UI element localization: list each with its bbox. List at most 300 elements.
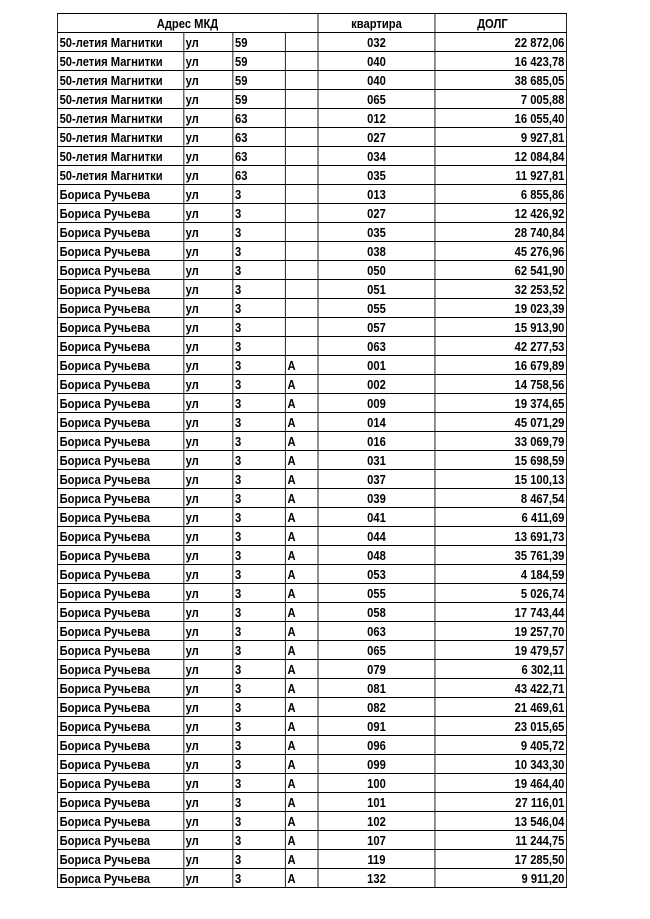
house-number-cell: 3 — [233, 508, 286, 527]
street-type-cell: ул — [183, 565, 232, 584]
street-type-cell: ул — [183, 793, 232, 812]
table-row — [57, 223, 566, 242]
korpus-cell: А — [285, 432, 317, 451]
table-row — [57, 489, 566, 508]
street-cell: 50-летия Магнитки — [57, 90, 183, 109]
street-type-cell: ул — [183, 603, 232, 622]
apartment-cell: 012 — [318, 109, 436, 128]
house-number-cell: 3 — [233, 299, 286, 318]
house-number-cell: 3 — [233, 470, 286, 489]
house-number-cell: 63 — [233, 109, 286, 128]
table-row — [57, 71, 566, 90]
street-type-cell: ул — [183, 736, 232, 755]
apartment-cell: 081 — [318, 679, 436, 698]
street-cell: 50-летия Магнитки — [57, 109, 183, 128]
street-cell: Бориса Ручьева — [57, 318, 183, 337]
table-row — [57, 470, 566, 489]
table-row — [57, 185, 566, 204]
apartment-cell: 065 — [318, 90, 436, 109]
korpus-cell — [285, 337, 317, 356]
korpus-cell — [285, 71, 317, 90]
apartment-cell: 035 — [318, 223, 436, 242]
street-cell: Бориса Ручьева — [57, 793, 183, 812]
house-number-cell: 59 — [233, 90, 286, 109]
street-cell: Бориса Ручьева — [57, 584, 183, 603]
debt-amount-cell: 13 691,73 — [435, 527, 566, 546]
apartment-cell: 041 — [318, 508, 436, 527]
debt-amount-cell: 9 911,20 — [435, 869, 566, 888]
street-type-cell: ул — [183, 489, 232, 508]
street-type-cell: ул — [183, 432, 232, 451]
korpus-cell: А — [285, 527, 317, 546]
street-cell: Бориса Ручьева — [57, 375, 183, 394]
table-row — [57, 432, 566, 451]
street-type-cell: ул — [183, 166, 232, 185]
street-type-cell: ул — [183, 527, 232, 546]
house-number-cell: 3 — [233, 812, 286, 831]
table-row — [57, 337, 566, 356]
street-type-cell: ул — [183, 242, 232, 261]
house-number-cell: 3 — [233, 736, 286, 755]
debt-amount-cell: 62 541,90 — [435, 261, 566, 280]
street-type-cell: ул — [183, 584, 232, 603]
street-type-cell: ул — [183, 546, 232, 565]
debt-amount-cell: 42 277,53 — [435, 337, 566, 356]
table-row — [57, 128, 566, 147]
table-row — [57, 394, 566, 413]
house-number-cell: 3 — [233, 185, 286, 204]
street-cell: Бориса Ручьева — [57, 261, 183, 280]
apartment-cell: 048 — [318, 546, 436, 565]
table-row — [57, 375, 566, 394]
korpus-cell — [285, 147, 317, 166]
debt-amount-cell: 23 015,65 — [435, 717, 566, 736]
apartment-cell: 002 — [318, 375, 436, 394]
table-row — [57, 698, 566, 717]
debt-amount-cell: 45 276,96 — [435, 242, 566, 261]
debt-amount-cell: 38 685,05 — [435, 71, 566, 90]
house-number-cell: 59 — [233, 52, 286, 71]
street-cell: Бориса Ручьева — [57, 185, 183, 204]
korpus-cell: А — [285, 660, 317, 679]
street-type-cell: ул — [183, 774, 232, 793]
house-number-cell: 3 — [233, 204, 286, 223]
street-cell: 50-летия Магнитки — [57, 147, 183, 166]
debt-amount-cell: 12 426,92 — [435, 204, 566, 223]
house-number-cell: 3 — [233, 223, 286, 242]
street-type-cell: ул — [183, 261, 232, 280]
korpus-cell — [285, 318, 317, 337]
street-cell: 50-летия Магнитки — [57, 33, 183, 52]
street-cell: Бориса Ручьева — [57, 660, 183, 679]
debt-amount-cell: 19 374,65 — [435, 394, 566, 413]
street-cell: Бориса Ручьева — [57, 508, 183, 527]
korpus-cell: А — [285, 489, 317, 508]
debt-amount-cell: 28 740,84 — [435, 223, 566, 242]
apartment-cell: 009 — [318, 394, 436, 413]
street-type-cell: ул — [183, 128, 232, 147]
street-cell: Бориса Ручьева — [57, 774, 183, 793]
street-type-cell: ул — [183, 413, 232, 432]
debt-amount-cell: 11 244,75 — [435, 831, 566, 850]
korpus-cell: А — [285, 546, 317, 565]
apartment-cell: 107 — [318, 831, 436, 850]
house-number-cell: 3 — [233, 546, 286, 565]
apartment-cell: 035 — [318, 166, 436, 185]
debt-amount-cell: 15 100,13 — [435, 470, 566, 489]
apartment-cell: 055 — [318, 299, 436, 318]
street-type-cell: ул — [183, 185, 232, 204]
apartment-cell: 044 — [318, 527, 436, 546]
street-cell: Бориса Ручьева — [57, 299, 183, 318]
korpus-cell — [285, 52, 317, 71]
street-type-cell: ул — [183, 679, 232, 698]
apartment-cell: 091 — [318, 717, 436, 736]
house-number-cell: 59 — [233, 71, 286, 90]
street-cell: Бориса Ручьева — [57, 641, 183, 660]
street-cell: Бориса Ручьева — [57, 204, 183, 223]
house-number-cell: 3 — [233, 850, 286, 869]
korpus-cell: А — [285, 755, 317, 774]
table-row — [57, 166, 566, 185]
apartment-cell: 100 — [318, 774, 436, 793]
table-row — [57, 736, 566, 755]
house-number-cell: 59 — [233, 33, 286, 52]
korpus-cell: А — [285, 413, 317, 432]
street-type-cell: ул — [183, 299, 232, 318]
street-cell: Бориса Ручьева — [57, 831, 183, 850]
korpus-cell: А — [285, 698, 317, 717]
debt-amount-cell: 12 084,84 — [435, 147, 566, 166]
street-cell: 50-летия Магнитки — [57, 71, 183, 90]
street-type-cell: ул — [183, 375, 232, 394]
debt-amount-cell: 17 285,50 — [435, 850, 566, 869]
korpus-cell: А — [285, 565, 317, 584]
debt-amount-cell: 9 405,72 — [435, 736, 566, 755]
table-row — [57, 831, 566, 850]
table-row — [57, 869, 566, 888]
street-type-cell: ул — [183, 71, 232, 90]
apartment-cell: 039 — [318, 489, 436, 508]
street-type-cell: ул — [183, 318, 232, 337]
table-row — [57, 52, 566, 71]
street-type-cell: ул — [183, 147, 232, 166]
table-row — [57, 280, 566, 299]
street-type-cell: ул — [183, 204, 232, 223]
debt-amount-cell: 11 927,81 — [435, 166, 566, 185]
table-row — [57, 584, 566, 603]
street-cell: Бориса Ручьева — [57, 755, 183, 774]
debt-amount-cell: 5 026,74 — [435, 584, 566, 603]
table-row — [57, 299, 566, 318]
street-cell: Бориса Ручьева — [57, 622, 183, 641]
apartment-cell: 027 — [318, 204, 436, 223]
street-type-cell: ул — [183, 337, 232, 356]
korpus-cell — [285, 223, 317, 242]
street-cell: Бориса Ручьева — [57, 603, 183, 622]
debt-table — [57, 13, 567, 888]
house-number-cell: 3 — [233, 489, 286, 508]
debt-amount-cell: 19 464,40 — [435, 774, 566, 793]
house-number-cell: 3 — [233, 622, 286, 641]
house-number-cell: 3 — [233, 793, 286, 812]
table-row — [57, 850, 566, 869]
apartment-cell: 055 — [318, 584, 436, 603]
debt-amount-cell: 35 761,39 — [435, 546, 566, 565]
table-row — [57, 603, 566, 622]
house-number-cell: 3 — [233, 565, 286, 584]
apartment-cell: 050 — [318, 261, 436, 280]
debt-amount-cell: 6 411,69 — [435, 508, 566, 527]
korpus-cell: А — [285, 793, 317, 812]
house-number-cell: 3 — [233, 603, 286, 622]
house-number-cell: 3 — [233, 451, 286, 470]
street-cell: Бориса Ручьева — [57, 679, 183, 698]
street-cell: Бориса Ручьева — [57, 432, 183, 451]
table-row — [57, 679, 566, 698]
apartment-cell: 096 — [318, 736, 436, 755]
korpus-cell: А — [285, 869, 317, 888]
street-cell: Бориса Ручьева — [57, 850, 183, 869]
korpus-cell: А — [285, 679, 317, 698]
korpus-cell: А — [285, 470, 317, 489]
header-debt: ДОЛГ — [435, 14, 566, 33]
korpus-cell — [285, 299, 317, 318]
table-row — [57, 755, 566, 774]
street-type-cell: ул — [183, 451, 232, 470]
house-number-cell: 3 — [233, 774, 286, 793]
street-type-cell: ул — [183, 812, 232, 831]
street-cell: Бориса Ручьева — [57, 470, 183, 489]
house-number-cell: 3 — [233, 660, 286, 679]
apartment-cell: 063 — [318, 622, 436, 641]
street-cell: Бориса Ручьева — [57, 337, 183, 356]
street-type-cell: ул — [183, 869, 232, 888]
house-number-cell: 3 — [233, 337, 286, 356]
debt-amount-cell: 45 071,29 — [435, 413, 566, 432]
debt-amount-cell: 19 023,39 — [435, 299, 566, 318]
apartment-cell: 031 — [318, 451, 436, 470]
street-cell: Бориса Ручьева — [57, 527, 183, 546]
debt-amount-cell: 8 467,54 — [435, 489, 566, 508]
apartment-cell: 014 — [318, 413, 436, 432]
street-cell: Бориса Ручьева — [57, 869, 183, 888]
apartment-cell: 013 — [318, 185, 436, 204]
debt-amount-cell: 17 743,44 — [435, 603, 566, 622]
korpus-cell: А — [285, 375, 317, 394]
house-number-cell: 3 — [233, 432, 286, 451]
street-cell: Бориса Ручьева — [57, 489, 183, 508]
korpus-cell — [285, 109, 317, 128]
street-cell: Бориса Ручьева — [57, 451, 183, 470]
street-type-cell: ул — [183, 33, 232, 52]
table-row — [57, 641, 566, 660]
street-type-cell: ул — [183, 470, 232, 489]
street-type-cell: ул — [183, 622, 232, 641]
debt-amount-cell: 32 253,52 — [435, 280, 566, 299]
apartment-cell: 038 — [318, 242, 436, 261]
house-number-cell: 3 — [233, 717, 286, 736]
house-number-cell: 63 — [233, 147, 286, 166]
house-number-cell: 3 — [233, 698, 286, 717]
street-cell: Бориса Ручьева — [57, 242, 183, 261]
street-type-cell: ул — [183, 109, 232, 128]
apartment-cell: 119 — [318, 850, 436, 869]
korpus-cell: А — [285, 774, 317, 793]
table-row — [57, 147, 566, 166]
apartment-cell: 037 — [318, 470, 436, 489]
apartment-cell: 099 — [318, 755, 436, 774]
street-type-cell: ул — [183, 508, 232, 527]
street-type-cell: ул — [183, 394, 232, 413]
table-row — [57, 90, 566, 109]
table-row — [57, 204, 566, 223]
street-type-cell: ул — [183, 698, 232, 717]
korpus-cell — [285, 242, 317, 261]
street-type-cell: ул — [183, 223, 232, 242]
debt-amount-cell: 19 257,70 — [435, 622, 566, 641]
street-cell: Бориса Ручьева — [57, 223, 183, 242]
table-row — [57, 318, 566, 337]
street-type-cell: ул — [183, 850, 232, 869]
header-address: Адрес МКД — [57, 14, 317, 33]
debt-amount-cell: 16 679,89 — [435, 356, 566, 375]
apartment-cell: 051 — [318, 280, 436, 299]
house-number-cell: 3 — [233, 356, 286, 375]
street-type-cell: ул — [183, 280, 232, 299]
table-row — [57, 109, 566, 128]
street-cell: 50-летия Магнитки — [57, 128, 183, 147]
debt-amount-cell: 7 005,88 — [435, 90, 566, 109]
street-cell: Бориса Ручьева — [57, 717, 183, 736]
apartment-cell: 082 — [318, 698, 436, 717]
house-number-cell: 3 — [233, 755, 286, 774]
apartment-cell: 032 — [318, 33, 436, 52]
debt-amount-cell: 27 116,01 — [435, 793, 566, 812]
korpus-cell: А — [285, 641, 317, 660]
table-row — [57, 242, 566, 261]
debt-amount-cell: 6 302,11 — [435, 660, 566, 679]
house-number-cell: 3 — [233, 394, 286, 413]
debt-amount-cell: 15 913,90 — [435, 318, 566, 337]
korpus-cell: А — [285, 584, 317, 603]
korpus-cell: А — [285, 717, 317, 736]
debt-amount-cell: 16 423,78 — [435, 52, 566, 71]
apartment-cell: 001 — [318, 356, 436, 375]
street-type-cell: ул — [183, 755, 232, 774]
house-number-cell: 3 — [233, 375, 286, 394]
debt-amount-cell: 21 469,61 — [435, 698, 566, 717]
table-row — [57, 565, 566, 584]
korpus-cell — [285, 185, 317, 204]
korpus-cell — [285, 166, 317, 185]
house-number-cell: 3 — [233, 413, 286, 432]
table-row — [57, 660, 566, 679]
korpus-cell: А — [285, 451, 317, 470]
korpus-cell: А — [285, 603, 317, 622]
apartment-cell: 101 — [318, 793, 436, 812]
debt-amount-cell: 16 055,40 — [435, 109, 566, 128]
street-type-cell: ул — [183, 660, 232, 679]
house-number-cell: 3 — [233, 869, 286, 888]
korpus-cell — [285, 128, 317, 147]
korpus-cell: А — [285, 736, 317, 755]
house-number-cell: 3 — [233, 679, 286, 698]
korpus-cell: А — [285, 622, 317, 641]
apartment-cell: 057 — [318, 318, 436, 337]
korpus-cell: А — [285, 394, 317, 413]
debt-amount-cell: 9 927,81 — [435, 128, 566, 147]
table-row — [57, 413, 566, 432]
street-type-cell: ул — [183, 831, 232, 850]
apartment-cell: 065 — [318, 641, 436, 660]
street-cell: 50-летия Магнитки — [57, 52, 183, 71]
street-type-cell: ул — [183, 356, 232, 375]
korpus-cell: А — [285, 356, 317, 375]
table-row — [57, 451, 566, 470]
korpus-cell — [285, 90, 317, 109]
table-row — [57, 261, 566, 280]
debt-amount-cell: 10 343,30 — [435, 755, 566, 774]
debt-amount-cell: 43 422,71 — [435, 679, 566, 698]
street-cell: Бориса Ручьева — [57, 413, 183, 432]
debt-amount-cell: 4 184,59 — [435, 565, 566, 584]
debt-amount-cell: 22 872,06 — [435, 33, 566, 52]
korpus-cell: А — [285, 850, 317, 869]
table-row — [57, 356, 566, 375]
house-number-cell: 3 — [233, 318, 286, 337]
debt-amount-cell: 13 546,04 — [435, 812, 566, 831]
street-cell: Бориса Ручьева — [57, 565, 183, 584]
table-row — [57, 717, 566, 736]
table-row — [57, 774, 566, 793]
header-row — [57, 14, 566, 33]
korpus-cell — [285, 261, 317, 280]
apartment-cell: 053 — [318, 565, 436, 584]
apartment-cell: 063 — [318, 337, 436, 356]
korpus-cell: А — [285, 508, 317, 527]
korpus-cell — [285, 280, 317, 299]
apartment-cell: 040 — [318, 52, 436, 71]
korpus-cell: А — [285, 812, 317, 831]
debt-amount-cell: 19 479,57 — [435, 641, 566, 660]
house-number-cell: 63 — [233, 166, 286, 185]
street-cell: Бориса Ручьева — [57, 280, 183, 299]
table-row — [57, 546, 566, 565]
street-type-cell: ул — [183, 90, 232, 109]
debt-amount-cell: 6 855,86 — [435, 185, 566, 204]
house-number-cell: 3 — [233, 261, 286, 280]
house-number-cell: 3 — [233, 527, 286, 546]
house-number-cell: 3 — [233, 584, 286, 603]
house-number-cell: 3 — [233, 831, 286, 850]
street-cell: Бориса Ручьева — [57, 356, 183, 375]
house-number-cell: 3 — [233, 280, 286, 299]
table-row — [57, 508, 566, 527]
debt-amount-cell: 14 758,56 — [435, 375, 566, 394]
street-type-cell: ул — [183, 52, 232, 71]
apartment-cell: 016 — [318, 432, 436, 451]
house-number-cell: 63 — [233, 128, 286, 147]
table-row — [57, 527, 566, 546]
korpus-cell — [285, 204, 317, 223]
street-type-cell: ул — [183, 641, 232, 660]
header-apartment: квартира — [318, 14, 436, 33]
street-cell: Бориса Ручьева — [57, 394, 183, 413]
korpus-cell — [285, 33, 317, 52]
apartment-cell: 058 — [318, 603, 436, 622]
table-body — [57, 33, 566, 888]
